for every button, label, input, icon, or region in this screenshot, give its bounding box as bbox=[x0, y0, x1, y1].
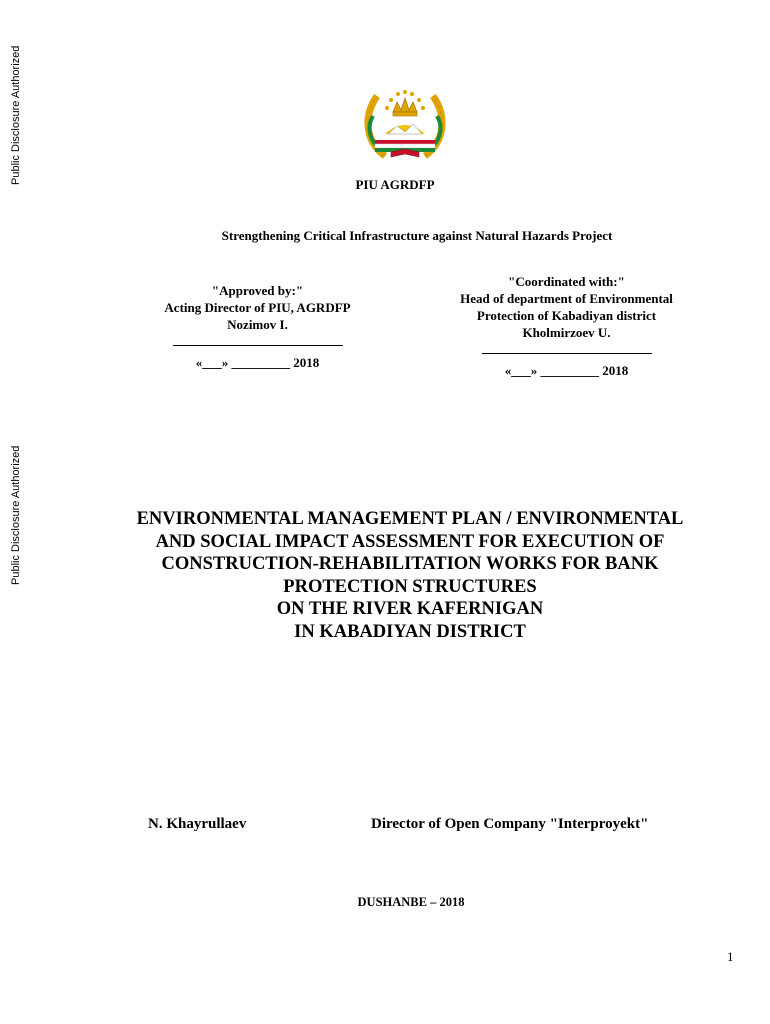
title-line: PROTECTION STRUCTURES bbox=[283, 576, 537, 597]
coordination-label: "Coordinated with:" bbox=[508, 274, 625, 289]
disclosure-stamp-middle bbox=[0, 420, 30, 585]
page-number: 1 bbox=[727, 949, 734, 964]
coordination-signature-line bbox=[482, 341, 652, 354]
coordination-date: «___» _________ 2018 bbox=[504, 363, 629, 378]
coordination-block bbox=[425, 273, 708, 379]
title-line: ENVIRONMENTAL MANAGEMENT PLAN / ENVIRONMENTAL bbox=[136, 509, 684, 529]
disclosure-stamp-top bbox=[0, 20, 30, 185]
approval-name: Nozimov I. bbox=[227, 317, 288, 332]
agency-name: PIU AGRDFP bbox=[355, 177, 435, 192]
approval-date: «___» _________ 2018 bbox=[195, 355, 320, 370]
author-name: N. Khayrullaev bbox=[148, 816, 247, 832]
coordination-position-1: Head of department of Environmental bbox=[460, 291, 673, 306]
approval-block bbox=[135, 282, 380, 371]
title-line: ON THE RIVER KAFERNIGAN bbox=[276, 599, 544, 619]
approval-signature-line bbox=[173, 333, 343, 346]
city-year: DUSHANBE – 2018 bbox=[357, 895, 465, 909]
document-title bbox=[90, 508, 730, 643]
coordination-position-2: Protection of Kabadiyan district bbox=[476, 308, 657, 323]
director-title: Director of Open Company "Interproyekt" bbox=[371, 816, 649, 832]
title-line: CONSTRUCTION-REHABILITATION WORKS FOR BANK bbox=[161, 554, 659, 574]
approval-label: "Approved by:" bbox=[211, 283, 304, 298]
coordination-name: Kholmirzoev U. bbox=[522, 325, 611, 340]
disclosure-stamp-text: Public Disclosure Authorized bbox=[10, 45, 22, 185]
coat-of-arms-icon bbox=[355, 86, 455, 166]
title-line: IN KABADIYAN DISTRICT bbox=[294, 621, 526, 642]
approval-position: Acting Director of PIU, AGRDFP bbox=[164, 300, 351, 315]
title-line: AND SOCIAL IMPACT ASSESSMENT FOR EXECUTION OF bbox=[155, 531, 665, 552]
project-name: Strengthening Critical Infrastructure against Natural Hazards Project bbox=[221, 228, 613, 243]
disclosure-stamp-text: Public Disclosure Authorized bbox=[10, 445, 22, 585]
